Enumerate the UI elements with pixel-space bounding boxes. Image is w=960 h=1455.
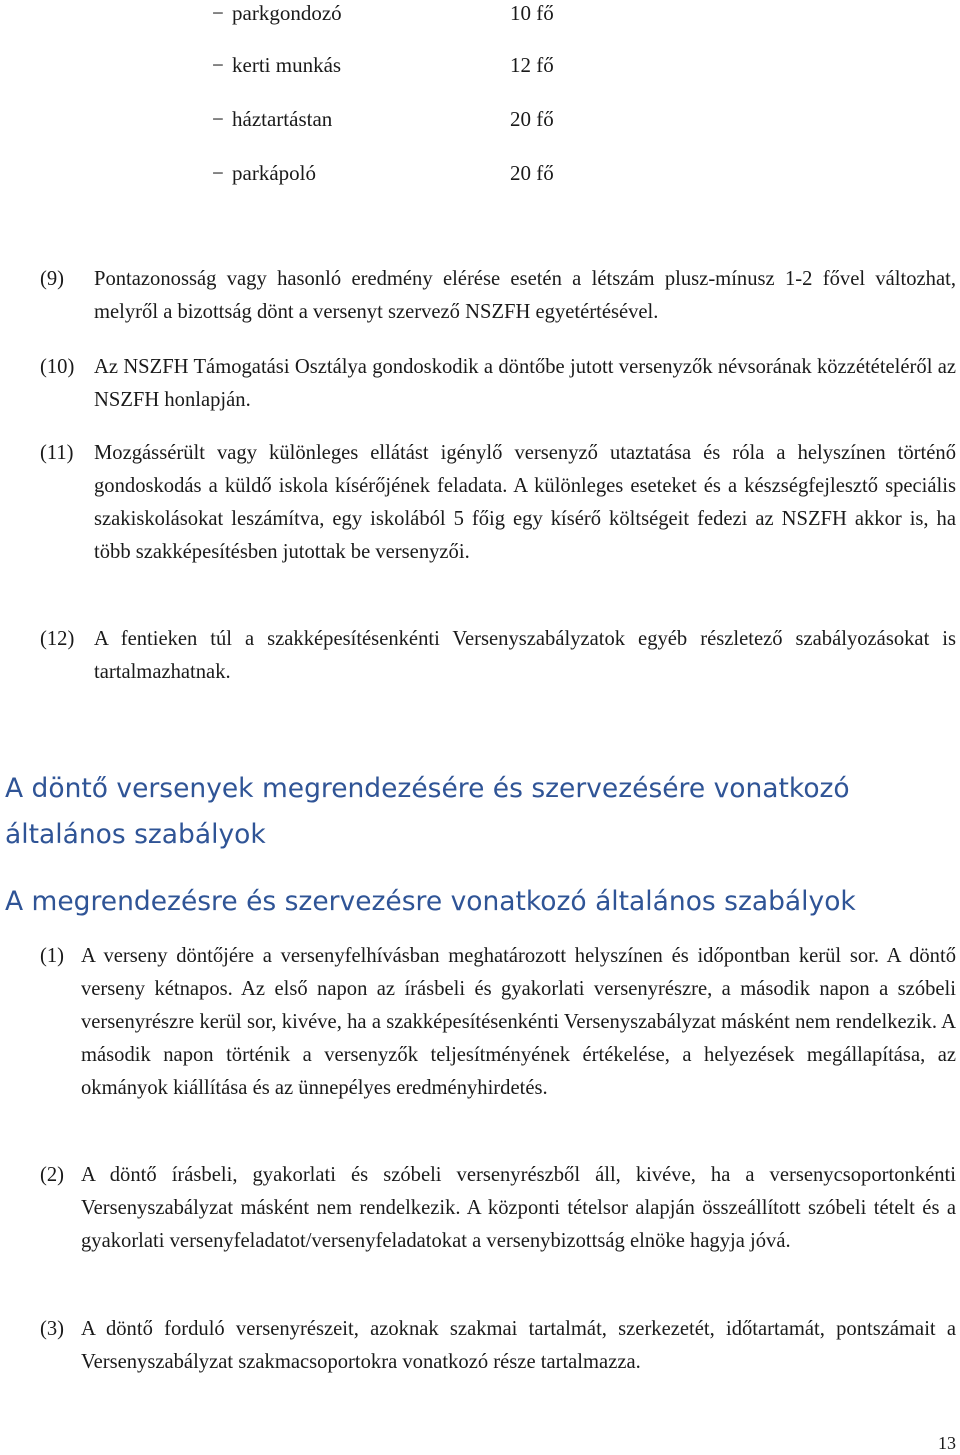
rule-number: (12) [40, 628, 75, 650]
rule-paragraph [40, 351, 956, 421]
rule-text: Az NSZFH Támogatási Osztálya gondoskodik a döntőbe jutott versenyzők névsorának közzétételéről az NSZFH honlapján. [94, 356, 956, 411]
rule-number: (1) [40, 945, 65, 967]
rule-number: (11) [40, 442, 74, 464]
profession-count: 20 fő [510, 107, 554, 131]
profession-name: parkápoló [232, 161, 316, 185]
rule-number: (2) [40, 1164, 65, 1186]
rule-text: Pontazonosság vagy hasonló eredmény elérése esetén a létszám plusz-mínusz 1-2 fővel változhat, melyről a bizottság dönt a versenyt szervező NSZFH egyetértésével. [94, 268, 956, 323]
rule-text: A döntő írásbeli, gyakorlati és szóbeli versenyrészből áll, kivéve, ha a versenycsoportonkénti Versenyszabályzat másként nem rendelkezik. A központi tételsor alapján összeállított szóbeli tételt és a gyakorlati versenyfeladatot/versenyfeladatokat a versenybizottság elnöke hagyja jóvá. [81, 1164, 956, 1252]
dash-bullet: − [212, 161, 224, 185]
rule-number: (10) [40, 356, 75, 378]
rule-paragraph [40, 940, 956, 1140]
rule-number: (9) [40, 268, 65, 290]
rule-paragraph [40, 1313, 956, 1383]
rule-paragraph [40, 263, 956, 333]
profession-name: kerti munkás [232, 53, 342, 77]
section-heading: A döntő versenyek megrendezésére és szervezésére vonatkozó általános szabályok [5, 773, 850, 850]
profession-count: 20 fő [510, 161, 554, 185]
rule-text: Mozgássérült vagy különleges ellátást igénylő versenyző utaztatása és róla a helyszínen történő gondoskodás a küldő iskola kísérőjének feladata. A különleges eseteket és a készségfejlesztő speciális szakiskolásokat leszámítva, egy iskolából 5 főig egy kísérő költségeit fedezi az NSZFH akkor is, ha több szakképesítésben jutottak be versenyzői. [94, 442, 956, 563]
profession-name: háztartástan [232, 107, 333, 131]
list-item [212, 0, 610, 54]
list-item [212, 52, 610, 106]
page-number: 13 [938, 1433, 956, 1453]
profession-count: 10 fő [510, 1, 554, 25]
rule-paragraph [40, 437, 956, 607]
profession-name: parkgondozó [232, 1, 342, 25]
rule-paragraph [40, 623, 956, 693]
subsection-heading: A megrendezésre és szervezésre vonatkozó általános szabályok [5, 886, 856, 917]
list-item [212, 106, 610, 160]
profession-count: 12 fő [510, 53, 554, 77]
rule-paragraph [40, 1159, 956, 1294]
dash-bullet: − [212, 107, 224, 131]
rule-text: A fentieken túl a szakképesítésenkénti Versenyszabályzatok egyéb részletező szabályozásokat is tartalmazhatnak. [94, 628, 956, 683]
rule-text: A döntő forduló versenyrészeit, azoknak szakmai tartalmát, szerkezetét, időtartamát, pontszámait a Versenyszabályzat szakmacsoportokra vonatkozó része tartalmazza. [81, 1318, 956, 1373]
list-item [212, 160, 610, 214]
dash-bullet: − [212, 1, 224, 25]
dash-bullet: − [212, 53, 224, 77]
rule-number: (3) [40, 1318, 65, 1340]
rule-text: A verseny döntőjére a versenyfelhívásban meghatározott helyszínen és időpontban kerül sor. A döntő verseny kétnapos. Az első napon az írásbeli és gyakorlati versenyrészre, a második napon a szóbeli versenyrészre kerül sor, kivéve, ha a szakképesítésenkénti Versenyszabályzat másként nem rendelkezik. A második napon történik a versenyzők teljesítményének értékelése, a helyezések megállapítása, az okmányok kiállítása és az ünnepélyes eredményhirdetés. [81, 945, 956, 1099]
